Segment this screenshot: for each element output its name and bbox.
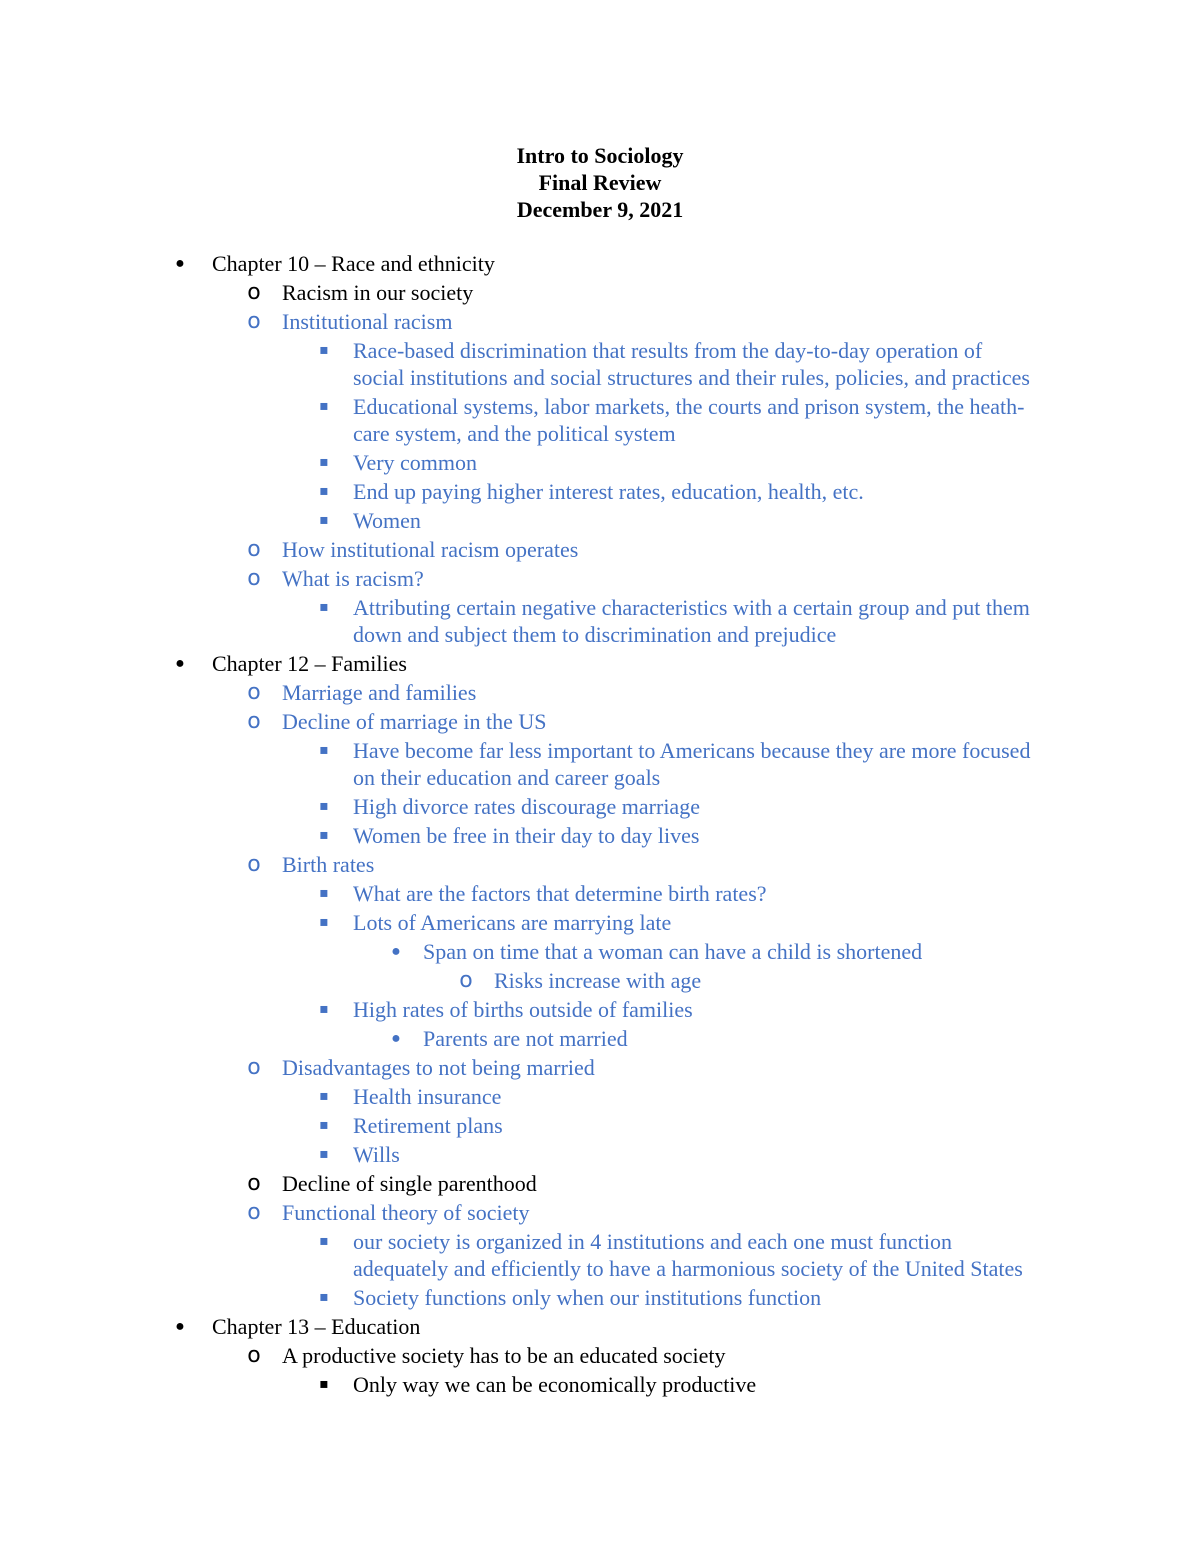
outline-item-text: Lots of Americans are marrying late (353, 910, 672, 935)
square-bullet-icon: ▪ (319, 599, 329, 615)
square-bullet-icon: ▪ (319, 342, 329, 358)
outline-item-level-2 (0, 851, 1200, 878)
outline-item-text: How institutional racism operates (282, 537, 579, 562)
outline-item-level-2 (0, 1054, 1200, 1081)
circle-bullet-icon: o (247, 566, 261, 591)
square-bullet-icon: ▪ (319, 1376, 329, 1392)
circle-bullet-icon: o (247, 1055, 261, 1080)
disc-bullet-icon: ● (175, 655, 185, 672)
outline-item-text: A productive society has to be an educated society (282, 1343, 726, 1368)
outline-item-level-3 (0, 393, 1200, 447)
circle-bullet-icon: o (247, 1200, 261, 1225)
disc-bullet-icon: ● (175, 255, 185, 272)
document-subtitle: Final Review (538, 170, 662, 195)
outline-item-level-4 (0, 1025, 1200, 1052)
outline-item-level-1 (0, 250, 1200, 277)
circle-bullet-icon: o (247, 852, 261, 877)
outline-item-level-2 (0, 679, 1200, 706)
outline-item-text: End up paying higher interest rates, education, health, etc. (353, 479, 864, 504)
outline-item-level-3 (0, 822, 1200, 849)
outline-item-level-3 (0, 737, 1200, 791)
outline-item-level-2 (0, 1342, 1200, 1369)
square-bullet-icon: ▪ (319, 1146, 329, 1162)
outline-item-text: Disadvantages to not being married (282, 1055, 595, 1080)
outline-item-level-5 (0, 967, 1200, 994)
outline-item-text: Parents are not married (423, 1026, 628, 1051)
outline-item-text: Attributing certain negative characteristics with a certain group and put them down and subject them to discrimination and prejudice (353, 595, 1030, 647)
circle-bullet-icon: o (247, 537, 261, 562)
square-bullet-icon: ▪ (319, 742, 329, 758)
square-bullet-icon: ▪ (319, 1088, 329, 1104)
outline-item-level-2 (0, 708, 1200, 735)
circle-bullet-icon: o (247, 1343, 261, 1368)
outline-item-text: What is racism? (282, 566, 424, 591)
outline-item-text: Marriage and families (282, 680, 477, 705)
outline-item-level-3 (0, 1284, 1200, 1311)
outline-item-text: Span on time that a woman can have a child is shortened (423, 939, 923, 964)
outline-item-text: Chapter 12 – Families (212, 651, 407, 676)
outline-item-level-3 (0, 1141, 1200, 1168)
outline-item-text: Chapter 13 – Education (212, 1314, 421, 1339)
outline-item-text: Race-based discrimination that results from the day-to-day operation of social institutions and social structures and their rules, policies, and practices (353, 338, 1030, 390)
outline-item-level-3 (0, 1371, 1200, 1398)
course-title: Intro to Sociology (516, 143, 684, 168)
outline-item-text: Birth rates (282, 852, 375, 877)
outline-item-text: Very common (353, 450, 478, 475)
square-bullet-icon: ▪ (319, 798, 329, 814)
outline-item-level-2 (0, 1199, 1200, 1226)
outline-item-text: Wills (353, 1142, 400, 1167)
outline-item-level-3 (0, 1083, 1200, 1110)
outline-item-text: Decline of marriage in the US (282, 709, 547, 734)
disc-bullet-icon: ● (391, 943, 401, 960)
outline-item-level-1 (0, 650, 1200, 677)
outline-item-level-3 (0, 1228, 1200, 1282)
outline-item-level-3 (0, 337, 1200, 391)
outline-item-text: Women (353, 508, 421, 533)
outline-item-level-3 (0, 507, 1200, 534)
outline-item-level-3 (0, 478, 1200, 505)
outline-item-level-3 (0, 880, 1200, 907)
outline-item-text: Risks increase with age (494, 968, 702, 993)
square-bullet-icon: ▪ (319, 398, 329, 414)
outline-list (0, 250, 1200, 1400)
outline-item-text: Only way we can be economically productive (353, 1372, 757, 1397)
outline-item-level-1 (0, 1313, 1200, 1340)
document-title-block (0, 142, 1200, 223)
square-bullet-icon: ▪ (319, 483, 329, 499)
square-bullet-icon: ▪ (319, 827, 329, 843)
outline-item-text: High rates of births outside of families (353, 997, 693, 1022)
outline-item-level-3 (0, 793, 1200, 820)
outline-item-level-2 (0, 279, 1200, 306)
outline-item-text: High divorce rates discourage marriage (353, 794, 700, 819)
outline-item-level-3 (0, 1112, 1200, 1139)
square-bullet-icon: ▪ (319, 1117, 329, 1133)
square-bullet-icon: ▪ (319, 1001, 329, 1017)
outline-item-text: our society is organized in 4 institutions and each one must function adequately and efficiently to have a harmonious society of the United States (353, 1229, 1023, 1281)
outline-item-text: Society functions only when our institutions function (353, 1285, 822, 1310)
outline-item-text: Retirement plans (353, 1113, 503, 1138)
outline-item-level-3 (0, 449, 1200, 476)
circle-bullet-icon: o (459, 968, 473, 993)
outline-item-level-2 (0, 1170, 1200, 1197)
circle-bullet-icon: o (247, 709, 261, 734)
square-bullet-icon: ▪ (319, 1233, 329, 1249)
square-bullet-icon: ▪ (319, 1289, 329, 1305)
outline-item-text: What are the factors that determine birth rates? (353, 881, 767, 906)
square-bullet-icon: ▪ (319, 914, 329, 930)
outline-item-text: Decline of single parenthood (282, 1171, 537, 1196)
outline-item-text: Institutional racism (282, 309, 453, 334)
circle-bullet-icon: o (247, 280, 261, 305)
document-date: December 9, 2021 (516, 197, 684, 222)
outline-item-level-3 (0, 996, 1200, 1023)
outline-item-level-3 (0, 594, 1200, 648)
outline-item-text: Functional theory of society (282, 1200, 530, 1225)
outline-item-text: Chapter 10 – Race and ethnicity (212, 251, 495, 276)
outline-item-text: Health insurance (353, 1084, 502, 1109)
outline-item-text: Racism in our society (282, 280, 474, 305)
outline-item-level-4 (0, 938, 1200, 965)
square-bullet-icon: ▪ (319, 512, 329, 528)
outline-item-level-2 (0, 308, 1200, 335)
square-bullet-icon: ▪ (319, 454, 329, 470)
outline-item-level-2 (0, 565, 1200, 592)
outline-item-text: Educational systems, labor markets, the courts and prison system, the heath-care system, and the political system (353, 394, 1025, 446)
circle-bullet-icon: o (247, 680, 261, 705)
outline-item-text: Women be free in their day to day lives (353, 823, 700, 848)
disc-bullet-icon: ● (175, 1318, 185, 1335)
disc-bullet-icon: ● (391, 1030, 401, 1047)
circle-bullet-icon: o (247, 309, 261, 334)
outline-item-level-2 (0, 536, 1200, 563)
outline-item-level-3 (0, 909, 1200, 936)
outline-item-text: Have become far less important to Americans because they are more focused on their education and career goals (353, 738, 1031, 790)
square-bullet-icon: ▪ (319, 885, 329, 901)
circle-bullet-icon: o (247, 1171, 261, 1196)
